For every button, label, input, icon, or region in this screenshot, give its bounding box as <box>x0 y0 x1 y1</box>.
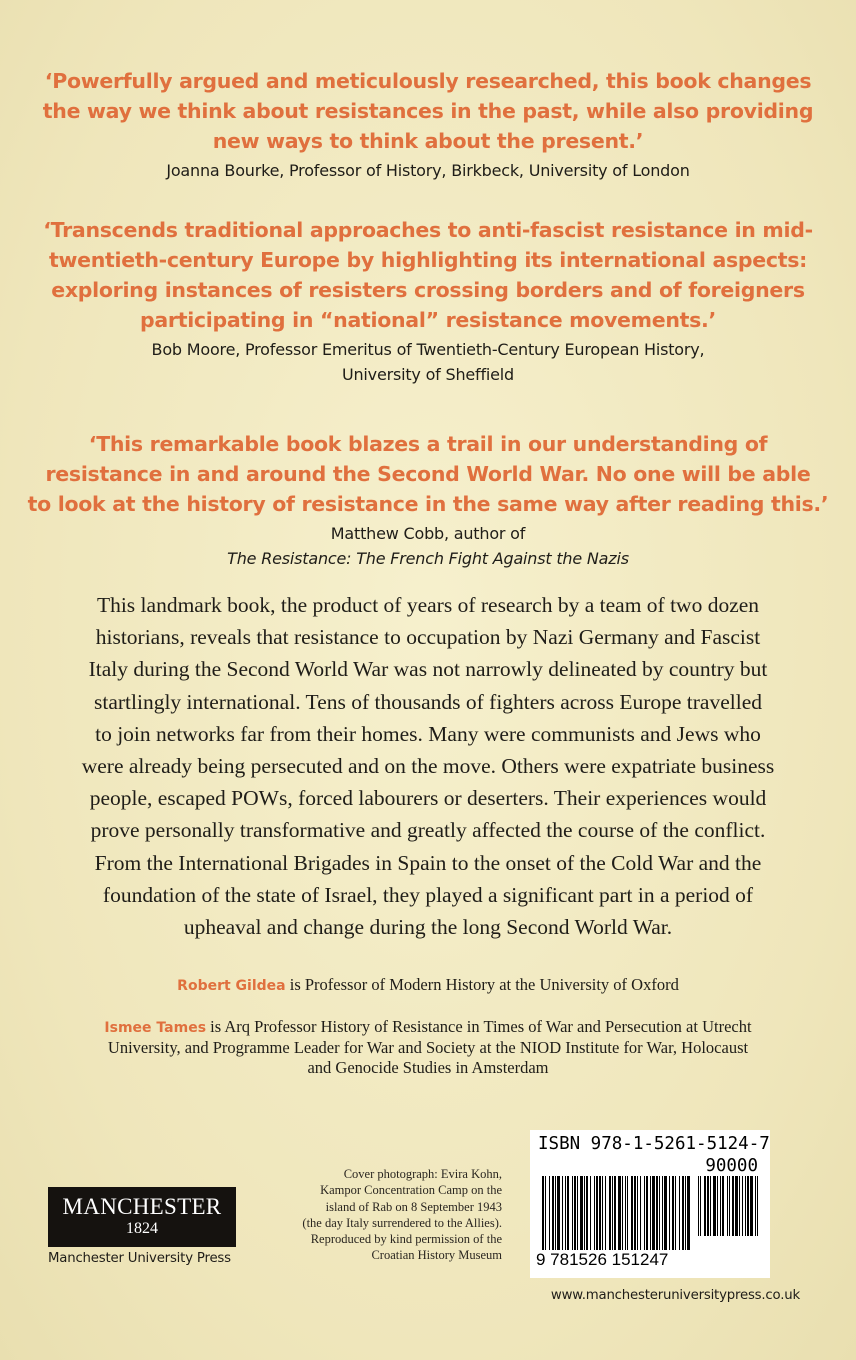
barcode-bar <box>577 1176 578 1252</box>
barcode-bar <box>590 1176 591 1252</box>
credit-line: island of Rab on 8 September 1943 <box>325 1199 502 1214</box>
quote-line: ‘This remarkable book blazes a trail in our understanding of <box>88 432 768 456</box>
attribution-line <box>0 521 856 571</box>
quote-3-attribution <box>0 521 856 571</box>
blurb-line: Italy during the Second World War was not narrowly delineated by country but <box>88 657 768 682</box>
attribution-prefix: Matthew Cobb, author of <box>330 524 526 543</box>
barcode-bar <box>682 1176 684 1252</box>
barcode-bar <box>622 1176 623 1252</box>
quote-3 <box>0 429 856 571</box>
credit-line: (the day Italy surrendered to the Allies). <box>302 1215 502 1230</box>
barcode-bar <box>652 1176 655 1252</box>
barcode-bar <box>542 1176 544 1252</box>
barcode-addon-bar <box>710 1176 711 1236</box>
barcode-bar <box>567 1176 569 1252</box>
author-bio-1-text <box>0 975 856 996</box>
barcode-bar <box>687 1176 690 1252</box>
barcode-bar <box>637 1176 638 1252</box>
barcode-bar <box>634 1176 636 1252</box>
blurb-text <box>0 589 856 943</box>
bio-text: is Arq Professor History of Resistance in Times of War and Persecution at Utrecht <box>206 1017 752 1036</box>
barcode-bar <box>584 1176 585 1252</box>
book-blurb <box>0 589 856 943</box>
author-name: Ismee Tames <box>104 1020 207 1036</box>
author-bio-1 <box>0 975 856 996</box>
barcode-bar <box>605 1176 606 1252</box>
barcode-bar <box>594 1176 595 1252</box>
barcode-addon-bar <box>747 1176 749 1236</box>
barcode-bar <box>614 1176 616 1252</box>
quote-2-text <box>0 215 856 335</box>
book-title: The Resistance: The French Fight Against the Nazis <box>227 549 629 568</box>
barcode-addon-bar <box>720 1176 721 1236</box>
author-bio-2-text <box>0 1017 856 1078</box>
blurb-line: people, escaped POWs, forced labourers or deserters. Their experiences would <box>89 786 767 811</box>
ean-digits: 9 781526 151247 <box>536 1250 696 1270</box>
quote-1-attribution <box>0 158 856 183</box>
barcode-bar <box>555 1176 556 1252</box>
attribution-line: Joanna Bourke, Professor of History, Birkbeck, University of London <box>166 161 690 180</box>
barcode-bar <box>586 1176 588 1252</box>
credit-line: Cover photograph: Evira Kohn, <box>343 1167 502 1181</box>
barcode-bar <box>565 1176 566 1252</box>
blurb-line: were already being persecuted and on the move. Others were expatriate business <box>81 754 775 779</box>
barcode-bar <box>609 1176 611 1252</box>
isbn-barcode <box>530 1130 770 1278</box>
barcode-bar <box>599 1176 601 1252</box>
barcode-addon-bar <box>713 1176 716 1236</box>
barcode-bar <box>618 1176 621 1252</box>
blurb-line: From the International Brigades in Spain to the onset of the Cold War and the <box>94 850 762 875</box>
blurb-line: startlingly international. Tens of thousands of fighters across Europe travelled <box>93 689 762 714</box>
barcode-bar <box>552 1176 554 1252</box>
barcode-bar <box>562 1176 563 1252</box>
quote-2 <box>0 215 856 387</box>
barcode-bar <box>596 1176 598 1252</box>
quote-line: the way we think about resistances in the past, while also providing <box>42 99 814 123</box>
quote-line: twentieth-century Europe by highlighting its international aspects: <box>48 248 808 272</box>
bio-line: University, and Programme Leader for War and Society at the NIOD Institute for War, Holocaust <box>107 1038 749 1057</box>
blurb-line: This landmark book, the product of years of research by a team of two dozen <box>96 593 760 617</box>
barcode-bar <box>662 1176 663 1252</box>
barcode-bar <box>549 1176 550 1252</box>
blurb-line: foundation of the state of Israel, they played a significant part in a period of <box>102 882 754 907</box>
credit-line: Croatian History Museum <box>371 1248 502 1263</box>
blurb-line: to join networks far from their homes. Many were communists and Jews who <box>95 721 761 746</box>
publisher-website[interactable]: www.manchesteruniversitypress.co.uk <box>550 1288 800 1303</box>
quote-line: exploring instances of resisters crossing borders and of foreigners <box>51 278 805 302</box>
barcode-bar <box>679 1176 680 1252</box>
barcode-bar <box>545 1176 546 1252</box>
barcode-addon-bar <box>742 1176 743 1236</box>
credit-line: Kampor Concentration Camp on the <box>320 1183 502 1198</box>
publisher-name: Manchester University Press <box>48 1251 231 1266</box>
barcode-addon-bar <box>698 1176 699 1236</box>
barcode-bar <box>669 1176 670 1252</box>
isbn-label: ISBN 978-1-5261-5124-7 <box>538 1134 770 1154</box>
barcode-addon-bar <box>750 1176 753 1236</box>
barcode-bar <box>612 1176 613 1252</box>
blurb-line: historians, reveals that resistance to occupation by Nazi Germany and Fascist <box>95 625 761 650</box>
attribution-line: University of Sheffield <box>341 365 514 384</box>
barcode-addon-bar <box>729 1176 730 1236</box>
quote-2-attribution <box>0 337 856 387</box>
cover-photo-credit <box>270 1166 502 1264</box>
barcode-addon-bar <box>717 1176 718 1236</box>
barcode-bar <box>664 1176 667 1252</box>
barcode-bar <box>650 1176 651 1252</box>
barcode-addon-bar <box>700 1176 701 1236</box>
quote-1-text <box>0 66 856 156</box>
barcode-addon-bar <box>739 1176 740 1236</box>
barcode-addon-bar <box>732 1176 734 1236</box>
barcode-bar <box>631 1176 633 1252</box>
barcode-addon-bar <box>722 1176 724 1236</box>
bio-text: is Professor of Modern History at the University of Oxford <box>285 975 679 994</box>
price-code: 90000 <box>705 1156 758 1176</box>
quote-3-text <box>0 429 856 519</box>
barcode-bar <box>602 1176 603 1252</box>
barcode-addon-bar <box>707 1176 709 1236</box>
barcode-addon-bar <box>745 1176 746 1236</box>
bio-line <box>0 1017 856 1038</box>
barcode-bar <box>580 1176 583 1252</box>
barcode-bar <box>644 1176 645 1252</box>
barcode-bar <box>640 1176 641 1252</box>
barcode-bar <box>672 1176 674 1252</box>
author-name: Robert Gildea <box>177 978 286 994</box>
barcode-addon-bar <box>757 1176 758 1236</box>
barcode-bar <box>675 1176 676 1252</box>
quote-line: to look at the history of resistance in the same way after reading this.’ <box>27 492 829 516</box>
author-bio-2 <box>0 1017 856 1078</box>
quote-line: new ways to think about the present.’ <box>212 129 644 153</box>
quote-line: resistance in and around the Second World War. No one will be able <box>45 462 811 486</box>
quote-line: ‘Transcends traditional approaches to anti-fascist resistance in mid- <box>43 218 813 242</box>
barcode-bar <box>646 1176 648 1252</box>
barcode-bar <box>574 1176 576 1252</box>
quote-line: participating in “national” resistance movements.’ <box>139 308 716 332</box>
barcode-addon-bar <box>704 1176 706 1236</box>
logo-year: 1824 <box>126 1220 158 1237</box>
barcode-bar <box>557 1176 560 1252</box>
barcode-bars <box>538 1176 762 1260</box>
quote-line: ‘Powerfully argued and meticulously researched, this book changes <box>44 69 812 93</box>
barcode-addon-bar <box>755 1176 756 1236</box>
logo-wordmark: MANCHESTER <box>62 1194 222 1219</box>
blurb-line: upheaval and change during the long Second World War. <box>183 915 673 940</box>
barcode-bar <box>627 1176 628 1252</box>
barcode-addon-bar <box>735 1176 738 1236</box>
barcode-bar <box>685 1176 686 1252</box>
barcode-bar <box>656 1176 658 1252</box>
publisher-logo <box>48 1187 236 1247</box>
bio-line: and Genocide Studies in Amsterdam <box>307 1058 549 1077</box>
bio-line <box>0 975 856 996</box>
quote-1 <box>0 66 856 183</box>
barcode-bar <box>625 1176 626 1252</box>
credit-line: Reproduced by kind permission of the <box>310 1232 502 1247</box>
barcode-bar <box>572 1176 573 1252</box>
attribution-line: Bob Moore, Professor Emeritus of Twentieth-Century European History, <box>151 340 705 359</box>
blurb-line: prove personally transformative and greatly affected the course of the conflict. <box>90 818 766 843</box>
barcode-addon-bar <box>727 1176 728 1236</box>
barcode-bar <box>659 1176 660 1252</box>
